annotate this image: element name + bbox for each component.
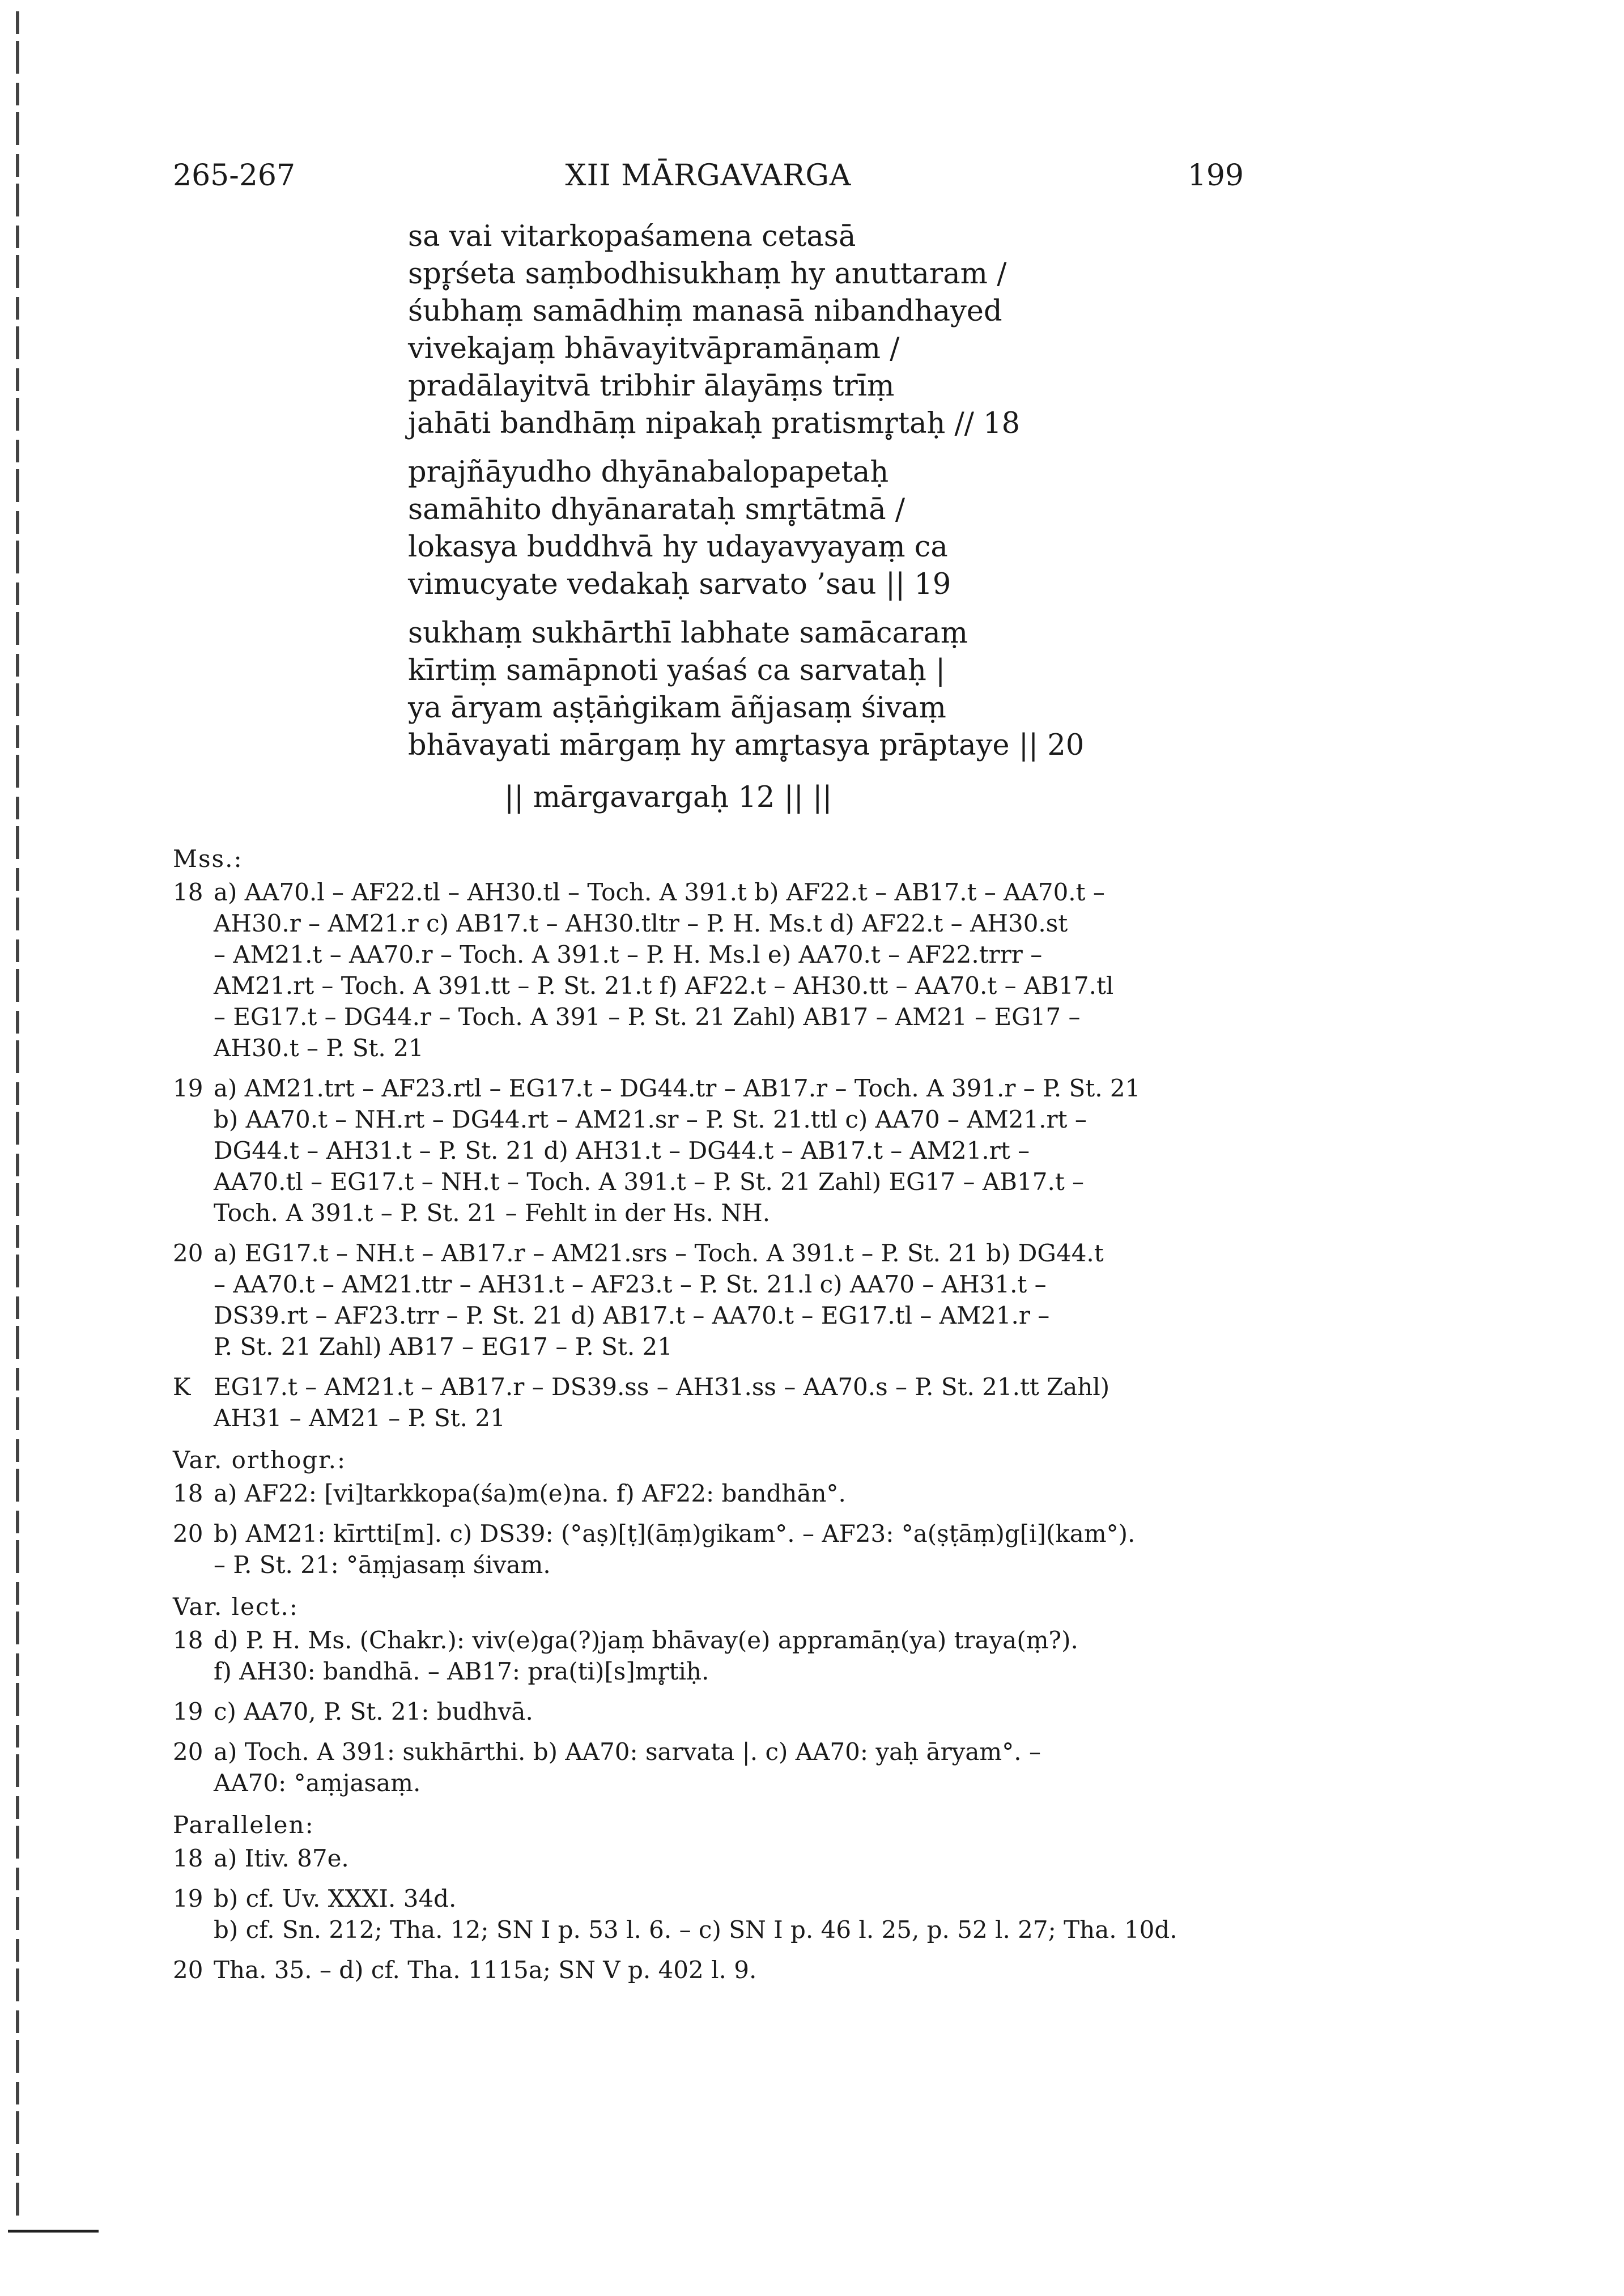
apparatus-line: a) EG17.t – NH.t – AB17.r – AM21.srs – Toch. A 391.t – P. St. 21 b) DG44.t bbox=[214, 1239, 1104, 1267]
section-heading: Mss.: bbox=[173, 845, 243, 873]
apparatus-line: EG17.t – AM21.t – AB17.r – DS39.ss – AH31.ss – AA70.s – P. St. 21.tt Zahl) bbox=[214, 1373, 1110, 1401]
verse-text bbox=[408, 218, 1145, 820]
apparatus-line: c) AA70, P. St. 21: budhvā. bbox=[214, 1698, 533, 1725]
apparatus-entry bbox=[173, 1843, 1238, 1874]
apparatus-line: – P. St. 21: °āṃjasaṃ śivam. bbox=[214, 1551, 551, 1579]
apparatus-entry bbox=[173, 877, 1238, 1064]
verse-line: sukhaṃ sukhārthī labhate samācaraṃ bbox=[408, 616, 968, 650]
apparatus-line: P. St. 21 Zahl) AB17 – EG17 – P. St. 21 bbox=[214, 1333, 673, 1360]
verse-number: K bbox=[173, 1373, 191, 1401]
apparatus-entry bbox=[173, 1696, 1238, 1727]
apparatus-line: b) AM21: kīrtti[m]. c) DS39: (°aṣ)[ṭ](āṃ)gikam°. – AF23: °a(ṣṭāṃ)g[i](kam°). bbox=[214, 1520, 1136, 1547]
verse-stanza bbox=[408, 454, 1145, 603]
verse-line: kīrtiṃ samāpnoti yaśaś ca sarvataḥ | bbox=[408, 654, 946, 687]
apparatus-line: AH30.r – AM21.r c) AB17.t – AH30.tltr – P. H. Ms.t d) AF22.t – AH30.st bbox=[214, 909, 1068, 937]
apparatus-line: AM21.rt – Toch. A 391.tt – P. St. 21.t f) AF22.t – AH30.tt – AA70.t – AB17.tl bbox=[214, 972, 1114, 1000]
chapter-colophon: || mārgavargaḥ 12 || || bbox=[504, 781, 832, 814]
verse-number: 19 bbox=[173, 1885, 203, 1912]
apparatus-section bbox=[173, 841, 1238, 1434]
verse-number: 18 bbox=[173, 1479, 203, 1507]
apparatus-entry bbox=[173, 1371, 1238, 1434]
verse-line: lokasya buddhvā hy udayavyayaṃ ca bbox=[408, 530, 948, 564]
binding-edge-rule bbox=[16, 11, 19, 2216]
apparatus-line: AA70.tl – EG17.t – NH.t – Toch. A 391.t – P. St. 21 Zahl) EG17 – AB17.t – bbox=[214, 1168, 1085, 1196]
apparatus-line: f) AH30: bandhā. – AB17: pra(ti)[s]mr̥tiḥ. bbox=[214, 1657, 709, 1685]
apparatus-line: DG44.t – AH31.t – P. St. 21 d) AH31.t – DG44.t – AB17.t – AM21.rt – bbox=[214, 1137, 1030, 1164]
verse-line: pradālayitvā tribhir ālayāṃs trīṃ bbox=[408, 369, 895, 403]
apparatus-line: Toch. A 391.t – P. St. 21 – Fehlt in der Hs. NH. bbox=[214, 1199, 771, 1227]
verse-stanza bbox=[408, 218, 1145, 443]
apparatus-line: d) P. H. Ms. (Chakr.): viv(e)ga(?)jaṃ bhāvay(e) appramāṇ(ya) traya(ṃ?). bbox=[214, 1626, 1078, 1654]
apparatus-line: b) cf. Sn. 212; Tha. 12; SN I p. 53 l. 6. – c) SN I p. 46 l. 25, p. 52 l. 27; Tha. 10d. bbox=[214, 1916, 1177, 1944]
verse-range: 265-267 bbox=[173, 159, 296, 193]
apparatus-line: a) AA70.l – AF22.tl – AH30.tl – Toch. A 391.t b) AF22.t – AB17.t – AA70.t – bbox=[214, 878, 1105, 906]
apparatus-line: a) Itiv. 87e. bbox=[214, 1844, 349, 1872]
verse-line: spr̥śeta saṃbodhisukhaṃ hy anuttaram / bbox=[408, 257, 1007, 291]
apparatus-entry bbox=[173, 1238, 1238, 1362]
apparatus-line: Tha. 35. – d) cf. Tha. 1115a; SN V p. 402 l. 9. bbox=[214, 1956, 757, 1984]
running-header bbox=[173, 159, 1244, 198]
verse-stanza bbox=[408, 615, 1145, 764]
apparatus-line: – AA70.t – AM21.ttr – AH31.t – AF23.t – P. St. 21.l c) AA70 – AH31.t – bbox=[214, 1270, 1047, 1298]
verse-number: 20 bbox=[173, 1520, 203, 1547]
apparatus-entry bbox=[173, 1073, 1238, 1228]
verse-line: bhāvayati mārgaṃ hy amr̥tasya prāptaye || 20 bbox=[408, 729, 1085, 762]
apparatus-section bbox=[173, 1443, 1238, 1580]
chapter-title: XII MĀRGAVARGA bbox=[565, 159, 852, 193]
apparatus-entry bbox=[173, 1954, 1238, 1985]
apparatus-entry bbox=[173, 1625, 1238, 1687]
apparatus-entry bbox=[173, 1736, 1238, 1798]
page-number: 199 bbox=[1187, 159, 1244, 193]
section-heading: Var. lect.: bbox=[173, 1593, 299, 1621]
apparatus-line: b) AA70.t – NH.rt – DG44.rt – AM21.sr – P. St. 21.ttl c) AA70 – AM21.rt – bbox=[214, 1106, 1087, 1133]
apparatus-entry bbox=[173, 1518, 1238, 1580]
section-heading: Parallelen: bbox=[173, 1811, 314, 1839]
verse-number: 20 bbox=[173, 1239, 203, 1267]
verse-line: samāhito dhyānarataḥ smr̥tātmā / bbox=[408, 493, 905, 526]
apparatus-line: a) AM21.trt – AF23.rtl – EG17.t – DG44.tr – AB17.r – Toch. A 391.r – P. St. 21 bbox=[214, 1074, 1141, 1102]
apparatus-section bbox=[173, 1808, 1238, 1985]
apparatus-line: – AM21.t – AA70.r – Toch. A 391.t – P. H. Ms.l e) AA70.t – AF22.trrr – bbox=[214, 941, 1043, 968]
verse-number: 18 bbox=[173, 1844, 203, 1872]
apparatus-section bbox=[173, 1589, 1238, 1798]
apparatus-entry bbox=[173, 1883, 1238, 1945]
binding-edge-foot bbox=[8, 2230, 99, 2233]
verse-number: 20 bbox=[173, 1738, 203, 1766]
apparatus-line: a) Toch. A 391: sukhārthi. b) AA70: sarvata |. c) AA70: yaḥ āryam°. – bbox=[214, 1738, 1041, 1766]
apparatus-line: b) cf. Uv. XXXI. 34d. bbox=[214, 1885, 457, 1912]
verse-line: jahāti bandhāṃ nipakaḥ pratismr̥taḥ // 18 bbox=[408, 407, 1021, 440]
apparatus-line: AA70: °aṃjasaṃ. bbox=[214, 1769, 421, 1797]
verse-line: vivekajaṃ bhāvayitvāpramāṇam / bbox=[408, 332, 900, 365]
apparatus-line: a) AF22: [vi]tarkkopa(śa)m(e)na. f) AF22: bandhān°. bbox=[214, 1479, 846, 1507]
verse-number: 18 bbox=[173, 1626, 203, 1654]
verse-line: prajñāyudho dhyānabalopapetaḥ bbox=[408, 456, 889, 489]
apparatus-entry bbox=[173, 1478, 1238, 1509]
verse-line: vimucyate vedakaḥ sarvato ’sau || 19 bbox=[408, 568, 951, 601]
verse-line: ya āryam aṣṭāṅgikam āñjasaṃ śivaṃ bbox=[408, 691, 946, 725]
verse-number: 18 bbox=[173, 878, 203, 906]
apparatus-line: AH30.t – P. St. 21 bbox=[214, 1034, 424, 1062]
verse-line: sa vai vitarkopaśamena cetasā bbox=[408, 220, 856, 253]
verse-number: 20 bbox=[173, 1956, 203, 1984]
apparatus-line: – EG17.t – DG44.r – Toch. A 391 – P. St. 21 Zahl) AB17 – AM21 – EG17 – bbox=[214, 1003, 1081, 1031]
apparatus-line: AH31 – AM21 – P. St. 21 bbox=[214, 1404, 505, 1432]
section-heading: Var. orthogr.: bbox=[173, 1446, 347, 1474]
verse-number: 19 bbox=[173, 1698, 203, 1725]
verse-number: 19 bbox=[173, 1074, 203, 1102]
verse-line: śubhaṃ samādhiṃ manasā nibandhayed bbox=[408, 295, 1002, 328]
critical-apparatus bbox=[173, 841, 1238, 1995]
apparatus-line: DS39.rt – AF23.trr – P. St. 21 d) AB17.t – AA70.t – EG17.tl – AM21.r – bbox=[214, 1302, 1050, 1329]
